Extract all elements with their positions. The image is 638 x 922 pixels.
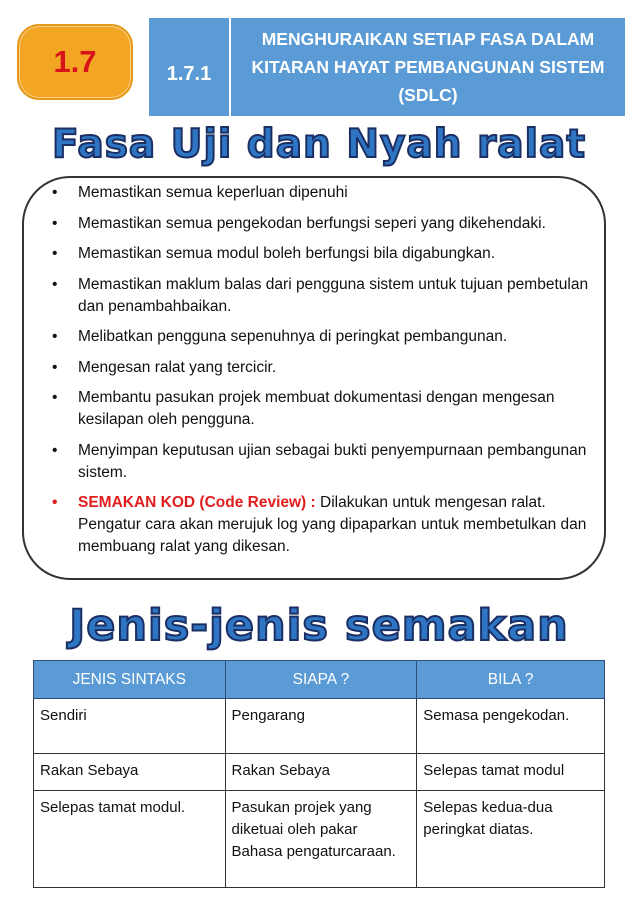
bullet-text: Memastikan semua keperluan dipenuhi	[78, 184, 348, 201]
table-cell: Sendiri	[34, 699, 226, 754]
bullet-text: Membantu pasukan projek membuat dokumentasi dengan mengesan kesilapan oleh pengguna.	[78, 389, 555, 428]
badge-label: 1.7	[53, 44, 97, 79]
list-item	[52, 182, 602, 204]
section-badge	[17, 24, 133, 100]
list-item	[52, 243, 602, 265]
column-header: BILA ?	[417, 661, 605, 699]
list-item	[52, 213, 602, 235]
phase-heading: Fasa Uji dan Nyah ralat	[52, 122, 586, 167]
table-header-row	[34, 661, 605, 699]
section-title: MENGHURAIKAN SETIAP FASA DALAM KITARAN HAYAT PEMBANGUNAN SISTEM (SDLC)	[231, 18, 625, 116]
table-cell: Selepas tamat modul	[417, 754, 605, 791]
table-cell: Rakan Sebaya	[34, 754, 226, 791]
bullet-icon: •	[52, 494, 58, 511]
section-number-cell	[149, 18, 229, 116]
column-header: SIAPA ?	[225, 661, 417, 699]
bullet-text: Memastikan maklum balas dari pengguna sistem untuk tujuan pembetulan dan penambahbaikan.	[78, 275, 589, 315]
table-cell: Rakan Sebaya	[225, 754, 417, 791]
table-row	[34, 699, 605, 754]
list-item	[52, 274, 602, 318]
code-review-label: SEMAKAN KOD (Code Review) :	[78, 494, 316, 511]
bullet-icon: •	[52, 184, 58, 201]
table-cell: Semasa pengekodan.	[417, 699, 605, 754]
bullet-text: Menyimpan keputusan ujian sebagai bukti penyempurnaan pembangunan sistem.	[78, 441, 587, 481]
bullet-icon: •	[52, 214, 58, 232]
bullet-icon: •	[52, 328, 58, 345]
review-types-table	[33, 660, 605, 888]
table-cell: Pasukan projek yang diketuai oleh pakar Bahasa pengaturcaraan.	[225, 791, 417, 888]
table-row	[34, 754, 605, 791]
table-cell: Selepas tamat modul.	[34, 791, 226, 888]
bullet-text: Memastikan semua modul boleh berfungsi bila digabungkan.	[78, 245, 496, 262]
bullet-text: Mengesan ralat yang tercicir.	[78, 358, 277, 376]
table-row	[34, 791, 605, 888]
bullet-text: Melibatkan pengguna sepenuhnya di peringkat pembangunan.	[78, 328, 508, 345]
list-item	[52, 326, 602, 348]
list-item	[52, 357, 602, 379]
bullet-icon: •	[52, 441, 58, 459]
code-review-item	[52, 492, 602, 558]
table-heading: Jenis-jenis semakan	[69, 601, 569, 651]
bullet-icon: •	[52, 245, 58, 262]
bullet-text: Memastikan semua pengekodan berfungsi seperi yang dikehendaki.	[78, 214, 546, 232]
bullet-icon: •	[52, 358, 58, 376]
code-review-text: Dilakukan untuk mengesan ralat. Pengatur cara akan merujuk log yang dipaparkan untuk membetulkan dan membuang ralat yang dikesan.	[78, 494, 587, 555]
table-cell: Selepas kedua-dua peringkat diatas.	[417, 791, 605, 888]
column-header: JENIS SINTAKS	[34, 661, 226, 699]
table-cell: Pengarang	[225, 699, 417, 754]
list-item	[52, 387, 602, 431]
bullet-icon: •	[52, 275, 58, 293]
list-item	[52, 440, 602, 484]
bullet-icon: •	[52, 389, 58, 406]
bullet-list	[52, 182, 602, 567]
section-number: 1.7.1	[166, 63, 212, 85]
